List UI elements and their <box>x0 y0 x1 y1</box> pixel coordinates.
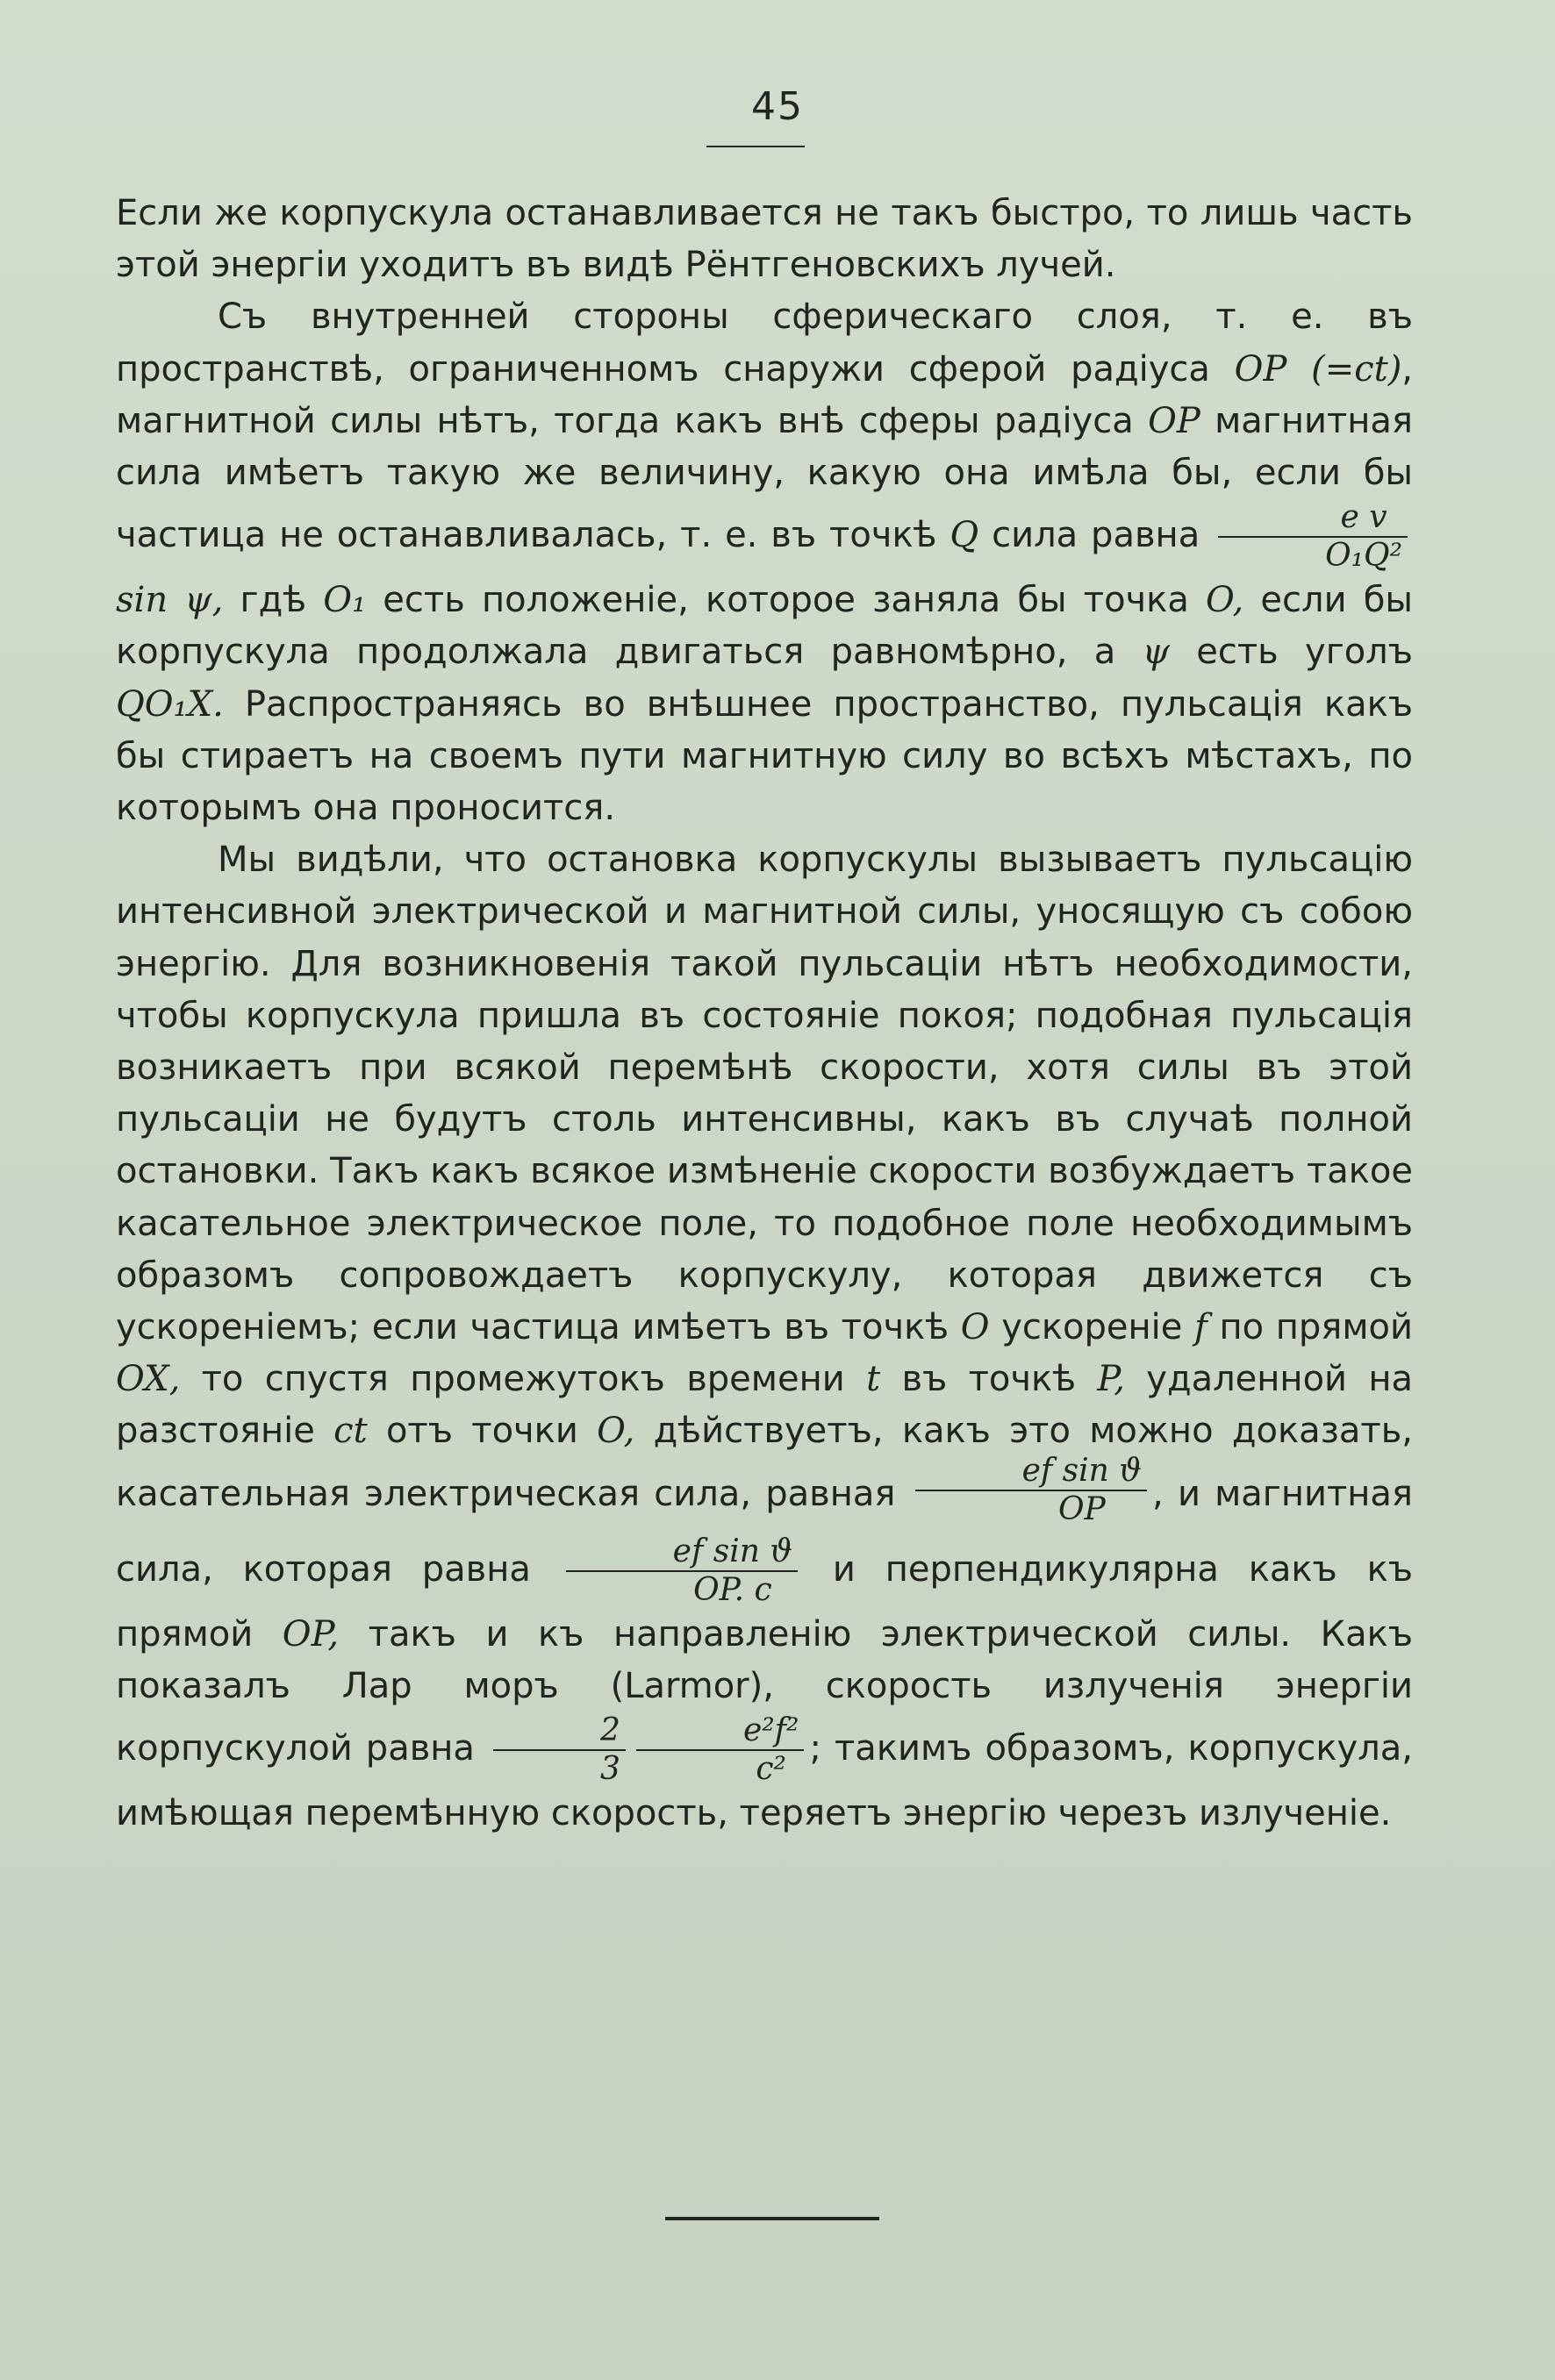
p2-text-g: если бы корпускула продолжала двигаться равномѣрно, а <box>116 580 1414 673</box>
p3-text-k: и перпендикулярна какъ къ прямой <box>116 1548 1414 1655</box>
p2-text-c: магнитная сила имѣетъ такую же величину, какую она имѣла бы, если бы частица не останавливалась, т. е. въ точкѣ <box>116 400 1413 556</box>
p3-text-d: то спустя промежутокъ времени <box>201 1359 845 1400</box>
p3-text-a: Мы видѣли, что остановка корпускулы вызываетъ пульсацію интенсивной электрической и магнитной силы, уносящую съ собою энергію. Для возникновенія такой пульсаціи нѣтъ необходимости, чтобы корпускула пришла въ состояніе покоя; подобная пульсація возникаетъ при всякой перемѣнѣ скорости, хотя силы въ этой пульсаціи не будутъ столь интенсивны, какъ въ случаѣ полной остановки. Такъ какъ всякое измѣненіе скорости возбуждаетъ такое касательное электрическое поле, то подобное поле необходимымъ образомъ сопровождаетъ корпускулу, которая движется съ ускореніемъ; если частица имѣетъ въ точкѣ <box>116 840 1413 1348</box>
p3-text-e: въ точкѣ <box>901 1359 1077 1400</box>
p2-o: O, <box>1206 580 1244 621</box>
p2-text-e: гдѣ <box>240 580 307 621</box>
p2-q: Q <box>949 515 979 556</box>
p3-p: P, <box>1097 1359 1125 1400</box>
p2-ct: (=ct) <box>1311 348 1402 390</box>
p2-text-h: есть уголъ <box>1196 632 1414 673</box>
p3-op: OP, <box>282 1613 340 1655</box>
p3-ox: OX, <box>116 1359 181 1400</box>
fraction-efsin-over-op <box>915 1453 1147 1528</box>
fraction-numerator: 2 <box>493 1712 626 1751</box>
p2-sin-psi: sin ψ, <box>116 580 224 621</box>
p3-ct: ct <box>333 1411 368 1452</box>
p2-text-f: есть положеніе, которое заняла бы точка <box>383 580 1189 621</box>
p3-text-c: по прямой <box>1219 1307 1413 1348</box>
p2-op-2: OP <box>1148 400 1200 441</box>
p3-text-m: ; такимъ образомъ, корпускула, имѣющая перемѣнную скорость, теряетъ энергію черезъ излученіе. <box>116 1728 1413 1834</box>
fraction-denominator: OP <box>1057 1490 1106 1527</box>
fraction-denominator: c² <box>756 1751 786 1788</box>
body-text <box>116 188 1413 1840</box>
fraction-two-thirds <box>493 1712 626 1788</box>
p3-o-2: O, <box>597 1411 635 1452</box>
fraction-numerator: e v <box>1218 499 1408 538</box>
p2-psi: ψ <box>1142 632 1170 673</box>
p3-t: t <box>866 1359 881 1400</box>
p2-qo1x: QO₁X. <box>116 683 224 725</box>
p3-text-i: дѣйствуетъ, какъ это можно доказать, касательная электрическая сила, равная <box>116 1411 1414 1514</box>
paragraph-3 <box>116 834 1413 1840</box>
p2-op: OP <box>1234 348 1287 390</box>
p3-text-g: удаленной на разстояніе <box>116 1359 1414 1452</box>
fraction-denominator: OP. c <box>693 1571 772 1608</box>
p3-text-j: , и магнитная сила, которая равна <box>116 1473 1413 1590</box>
p3-text-l: такъ и къ направленію электрической силы. Какъ показалъ Лар моръ (Larmor), скорость излученія энергіи корпускулой равна <box>116 1613 1413 1769</box>
fraction-numerator: e²f² <box>636 1712 805 1751</box>
p2-o1: O₁ <box>323 580 367 621</box>
p2-text-b: , магнитной силы нѣтъ, тогда какъ внѣ сферы радіуса <box>116 348 1414 441</box>
p2-text-d: сила равна <box>992 515 1200 556</box>
paragraph-1: Если же корпускула останавливается не такъ быстро, то лишь часть этой энергіи уходитъ въ видѣ Рёнтгеновскихъ лучей. <box>116 193 1413 286</box>
paragraph-2 <box>116 291 1413 834</box>
fraction-numerator: ef sin ϑ <box>566 1533 798 1572</box>
page-number: 45 <box>751 84 804 129</box>
fraction-numerator: ef sin ϑ <box>915 1453 1147 1491</box>
fraction-ev-over-o1q2 <box>1218 499 1408 575</box>
fraction-denominator: O₁Q² <box>1325 538 1402 575</box>
p2-text-a: Съ внутренней стороны сферическаго слоя, т. е. въ пространствѣ, ограниченномъ снаружи сферой радіуса <box>116 297 1413 390</box>
p2-text-i: Распространяясь во внѣшнее пространство, пульсація какъ бы стираетъ на своемъ пути магнитную силу во всѣхъ мѣстахъ, по которымъ она проносится. <box>116 683 1413 829</box>
fraction-e2f2-over-c2 <box>636 1712 805 1788</box>
fraction-denominator: 3 <box>600 1751 620 1788</box>
p3-text-h: отъ точки <box>385 1411 578 1452</box>
fraction-efsin-over-opc <box>566 1533 798 1609</box>
end-of-section-rule <box>665 2217 879 2220</box>
p3-text-b: ускореніе <box>1001 1307 1183 1348</box>
p3-o: O <box>960 1307 990 1348</box>
p3-f: f <box>1194 1307 1207 1348</box>
page-number-underline <box>706 146 805 147</box>
